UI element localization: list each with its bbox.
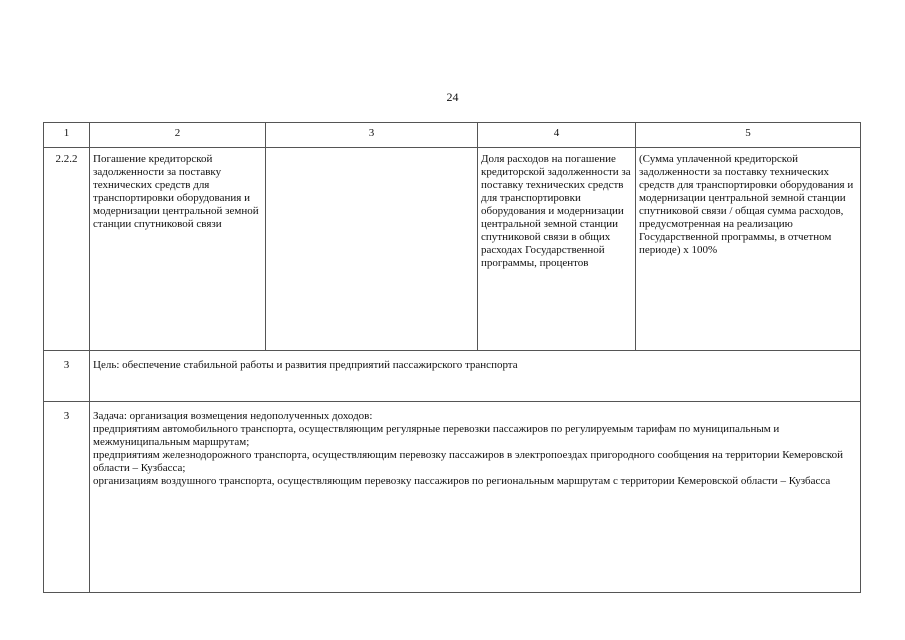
header-cell-2: 2 [90, 123, 266, 148]
measure-name-cell: Погашение кредиторской задолженности за поставку технических средств для транспортировки оборудования и модернизации центральной земной станции спутниковой связи [90, 148, 266, 351]
program-table [43, 122, 861, 593]
empty-cell [266, 148, 478, 351]
formula-cell: (Сумма уплаченной кредиторской задолженности за поставку технических средств для транспортировки оборудования и модернизации центральной земной станции спутниковой связи / общая сумма расходов, предусмотренная на реализацию Государственной программы, в отчетном периоде) x 100% [636, 148, 861, 351]
row-number: 3 [44, 351, 90, 402]
task-line: организациям воздушного транспорта, осуществляющим перевозку пассажиров по региональным маршрутам с территории Кемеровской области – Кузбасса [93, 475, 831, 487]
table-row-task [44, 402, 861, 593]
table-row-2-2-2 [44, 148, 861, 351]
header-cell-4: 4 [478, 123, 636, 148]
row-number: 3 [44, 402, 90, 593]
row-number: 2.2.2 [44, 148, 90, 351]
page-number: 24 [446, 90, 459, 104]
table-row-goal [44, 351, 861, 402]
header-cell-1: 1 [44, 123, 90, 148]
table-header-row [44, 123, 861, 148]
task-line: предприятиям автомобильного транспорта, осуществляющим регулярные перевозки пассажиров по регулируемым тарифам по муниципальным и межмуниципальным маршрутам; [93, 423, 780, 448]
goal-text-cell: Цель: обеспечение стабильной работы и развития предприятий пассажирского транспорта [90, 351, 861, 402]
indicator-name-cell: Доля расходов на погашение кредиторской задолженности за поставку технических средств для транспортировки оборудования и модернизации центральной земной станции спутниковой связи в общих расходах Государственной программы, процентов [478, 148, 636, 351]
task-line: Задача: организация возмещения недополученных доходов: [93, 410, 373, 422]
task-line: предприятиям железнодорожного транспорта, осуществляющим перевозку пассажиров в электропоездах пригородного сообщения на территории Кемеровской области – Кузбасса; [93, 449, 844, 474]
header-cell-5: 5 [636, 123, 861, 148]
task-text-cell [90, 402, 861, 593]
header-cell-3: 3 [266, 123, 478, 148]
